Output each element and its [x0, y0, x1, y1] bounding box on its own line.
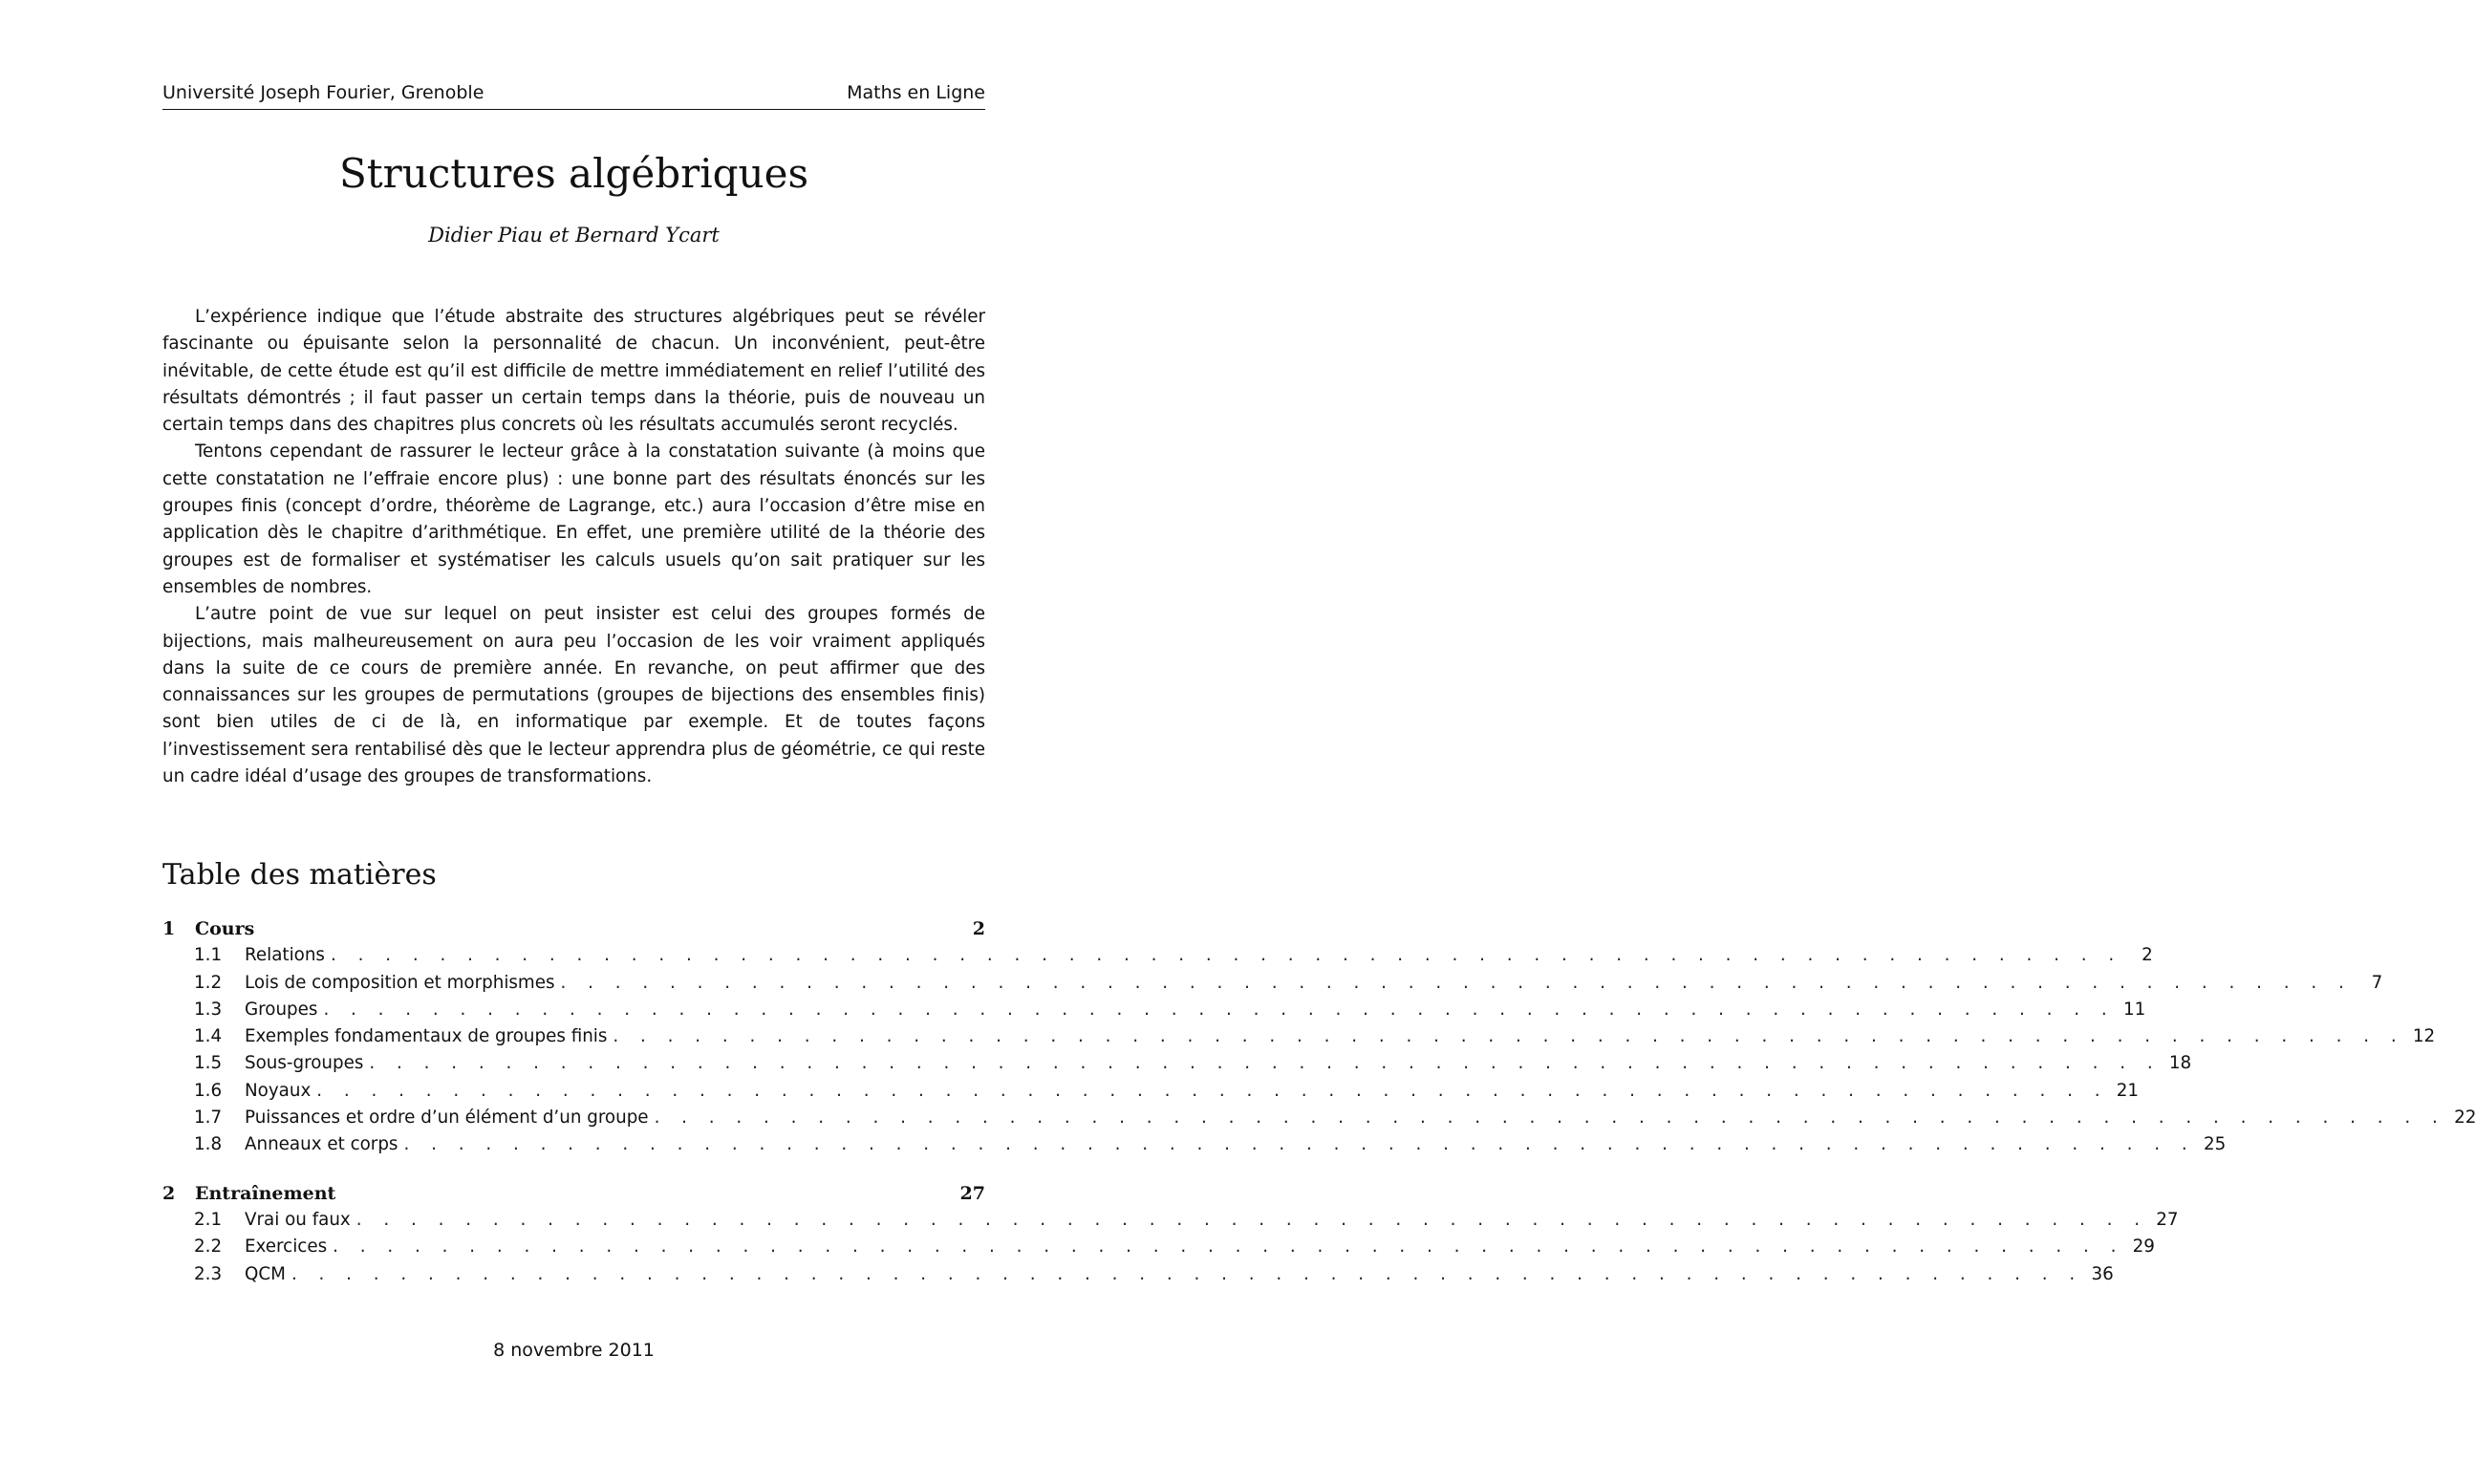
- toc-subsection-label: Anneaux et corps: [245, 1134, 398, 1155]
- toc-section: [162, 915, 2476, 1159]
- toc-dot-leader: . . . . . . . . . . . . . . . . . . . . . . . . . . . . . . . . . . . . . . . . . . . . . . . . . . . . . . . . . . . . . . . . . .: [316, 1080, 2109, 1101]
- toc-subsection-label: Puissances et ordre d’un élément d’un groupe: [245, 1108, 649, 1129]
- toc-subsection-number: 1.1: [194, 945, 223, 966]
- document-authors: Didier Piau et Bernard Ycart: [428, 224, 720, 247]
- abstract-paragraph: Tentons cependant de rassurer le lecteur grâce à la constatation suivante (à moins que cette constatation ne l’effraie encore plus) : une bonne part des résultats énoncés sur les groupes finis (concept d’ordre, théorème de Lagrange, etc.) aura l’occasion d’être mise en application dès le chapitre d’arithmétique. En effet, une première utilité de la théorie des groupes est de formaliser et systématiser les calculs usuels qu’on sait pratiquer sur les ensembles de nombres.: [162, 441, 985, 597]
- toc-section-entry[interactable]: [162, 915, 985, 942]
- toc-subsection-number: 1.4: [194, 1026, 223, 1047]
- document-date: 8 novembre 2011: [493, 1340, 655, 1361]
- toc-subsection-label: Exercices: [245, 1237, 328, 1258]
- toc-subsection-label: Lois de composition et morphismes: [245, 972, 555, 993]
- abstract-paragraph: L’autre point de vue sur lequel on peut insister est celui des groupes formés de bijections, mais malheureusement on aura peu l’occasion de les voir vraiment appliqués dans la suite de ce cours de première année. En revanche, on peut affirmer que des connaissances sur les groupes de permutations (groupes de bijections des ensembles finis) sont bien utiles de ci de là, en informatique par exemple. Et de toutes façons l’investissement sera rentabilisé dès que le lecteur apprendra plus de géométrie, ce qui reste un cadre idéal d’usage des groupes de transformations.: [162, 604, 985, 787]
- toc-subsection-label: QCM: [245, 1263, 286, 1284]
- toc-dot-leader: . . . . . . . . . . . . . . . . . . . . . . . . . . . . . . . . . . . . . . . . . . . . . . . . . . . . . . . . . . . . . . . . . .: [654, 1108, 2446, 1129]
- abstract-paragraph: L’expérience indique que l’étude abstraite des structures algébriques peut se révéler fascinante ou épuisante selon la personnalité de chacun. Un inconvénient, peut-être inévitable, de cette étude est qu’il est difficile de mettre immédiatement en relief l’utilité des résultats démontrés ; il faut passer un certain temps dans la théorie, puis de nouveau un certain temps dans des chapitres plus concrets où les résultats accumulés seront recyclés.: [162, 307, 985, 436]
- toc-dot-leader: . . . . . . . . . . . . . . . . . . . . . . . . . . . . . . . . . . . . . . . . . . . . . . . . . . . . . . . . . . . . . . . . . .: [613, 1026, 2405, 1047]
- toc-page-number: 36: [2091, 1263, 2114, 1284]
- toc-subsection-number: 2.2: [194, 1237, 223, 1258]
- toc-page-number: 18: [2168, 1053, 2192, 1074]
- toc-page-number: 29: [2132, 1237, 2155, 1258]
- toc-subsection-number: 1.3: [194, 999, 223, 1020]
- toc-dot-leader: . . . . . . . . . . . . . . . . . . . . . . . . . . . . . . . . . . . . . . . . . . . . . . . . . . . . . . . . . . . . . . . . . .: [560, 972, 2353, 993]
- toc-subsection-entry[interactable]: [162, 1261, 2114, 1288]
- toc-subsection-entry[interactable]: [162, 942, 2153, 969]
- table-of-contents: [162, 915, 2476, 1309]
- toc-subsection-label: Vrai ou faux: [245, 1209, 351, 1230]
- toc-page-number: 12: [2412, 1026, 2436, 1047]
- toc-page-number: 27: [2156, 1209, 2179, 1230]
- toc-subsection-label: Relations: [245, 945, 325, 966]
- toc-dot-leader: . . . . . . . . . . . . . . . . . . . . . . . . . . . . . . . . . . . . . . . . . . . . . . . . . . . . . . . . . . . . . . . . . .: [330, 945, 2122, 966]
- toc-dot-leader: . . . . . . . . . . . . . . . . . . . . . . . . . . . . . . . . . . . . . . . . . . . . . . . . . . . . . . . . . . . . . . . . . .: [333, 1237, 2124, 1258]
- toc-subsection-label: Groupes: [245, 999, 318, 1020]
- toc-subsection-entry[interactable]: [162, 1131, 2227, 1158]
- toc-subsection-number: 2.3: [194, 1263, 223, 1284]
- toc-subsection-number: 1.2: [194, 972, 223, 993]
- toc-page-number: 2: [2142, 945, 2153, 966]
- document-title: Structures algébriques: [338, 150, 809, 197]
- toc-heading: Table des matières: [162, 858, 437, 892]
- toc-dot-leader: . . . . . . . . . . . . . . . . . . . . . . . . . . . . . . . . . . . . . . . . . . . . . . . . . . . . . . . . . . . . . . . . . .: [403, 1134, 2196, 1155]
- toc-subsection-label: Noyaux: [245, 1080, 312, 1101]
- toc-section-number: 1: [162, 918, 176, 939]
- toc-subsection-entry[interactable]: [162, 970, 2383, 997]
- toc-subsection-number: 1.8: [194, 1134, 223, 1155]
- toc-page-number: 7: [2371, 972, 2383, 993]
- toc-dot-leader: . . . . . . . . . . . . . . . . . . . . . . . . . . . . . . . . . . . . . . . . . . . . . . . . . . . . . . . . . . . . . . . . . .: [323, 999, 2116, 1020]
- toc-section: [162, 1180, 2179, 1288]
- toc-page-number: 25: [2203, 1134, 2227, 1155]
- header-course: Maths en Ligne: [847, 82, 985, 103]
- toc-section-label: Entraînement: [195, 1182, 336, 1204]
- toc-subsection-entry[interactable]: [162, 1105, 2476, 1131]
- abstract: [162, 304, 985, 790]
- toc-dot-leader: . . . . . . . . . . . . . . . . . . . . . . . . . . . . . . . . . . . . . . . . . . . . . . . . . . . . . . . . . . . . . . . . . .: [355, 1209, 2148, 1230]
- toc-subsection-number: 1.5: [194, 1053, 223, 1074]
- toc-subsection-entry[interactable]: [162, 1078, 2140, 1105]
- header-university: Université Joseph Fourier, Grenoble: [162, 82, 484, 103]
- toc-subsection-label: Exemples fondamentaux de groupes finis: [245, 1026, 608, 1047]
- toc-subsection-label: Sous-groupes: [245, 1053, 364, 1074]
- toc-subsection-entry[interactable]: [162, 1207, 2179, 1234]
- toc-subsection-entry[interactable]: [162, 1234, 2155, 1260]
- toc-dot-leader: . . . . . . . . . . . . . . . . . . . . . . . . . . . . . . . . . . . . . . . . . . . . . . . . . . . . . . . . . . . . . . . . . .: [369, 1053, 2162, 1074]
- toc-subsection-entry[interactable]: [162, 1050, 2192, 1077]
- page-header: [162, 82, 985, 110]
- toc-subsection-number: 1.7: [194, 1108, 223, 1129]
- toc-section-number: 2: [162, 1182, 176, 1204]
- toc-section-label: Cours: [195, 918, 255, 939]
- toc-page-number: 27: [959, 1182, 985, 1204]
- toc-subsection-entry[interactable]: [162, 1023, 2436, 1050]
- toc-subsection-number: 1.6: [194, 1080, 223, 1101]
- toc-dot-leader: . . . . . . . . . . . . . . . . . . . . . . . . . . . . . . . . . . . . . . . . . . . . . . . . . . . . . . . . . . . . . . . . . .: [291, 1263, 2083, 1284]
- toc-section-entry[interactable]: [162, 1180, 985, 1207]
- toc-subsection-number: 2.1: [194, 1209, 223, 1230]
- toc-subsection-entry[interactable]: [162, 997, 2146, 1023]
- toc-page-number: 22: [2454, 1108, 2476, 1129]
- toc-page-number: 2: [972, 918, 985, 939]
- toc-page-number: 11: [2122, 999, 2146, 1020]
- toc-page-number: 21: [2116, 1080, 2140, 1101]
